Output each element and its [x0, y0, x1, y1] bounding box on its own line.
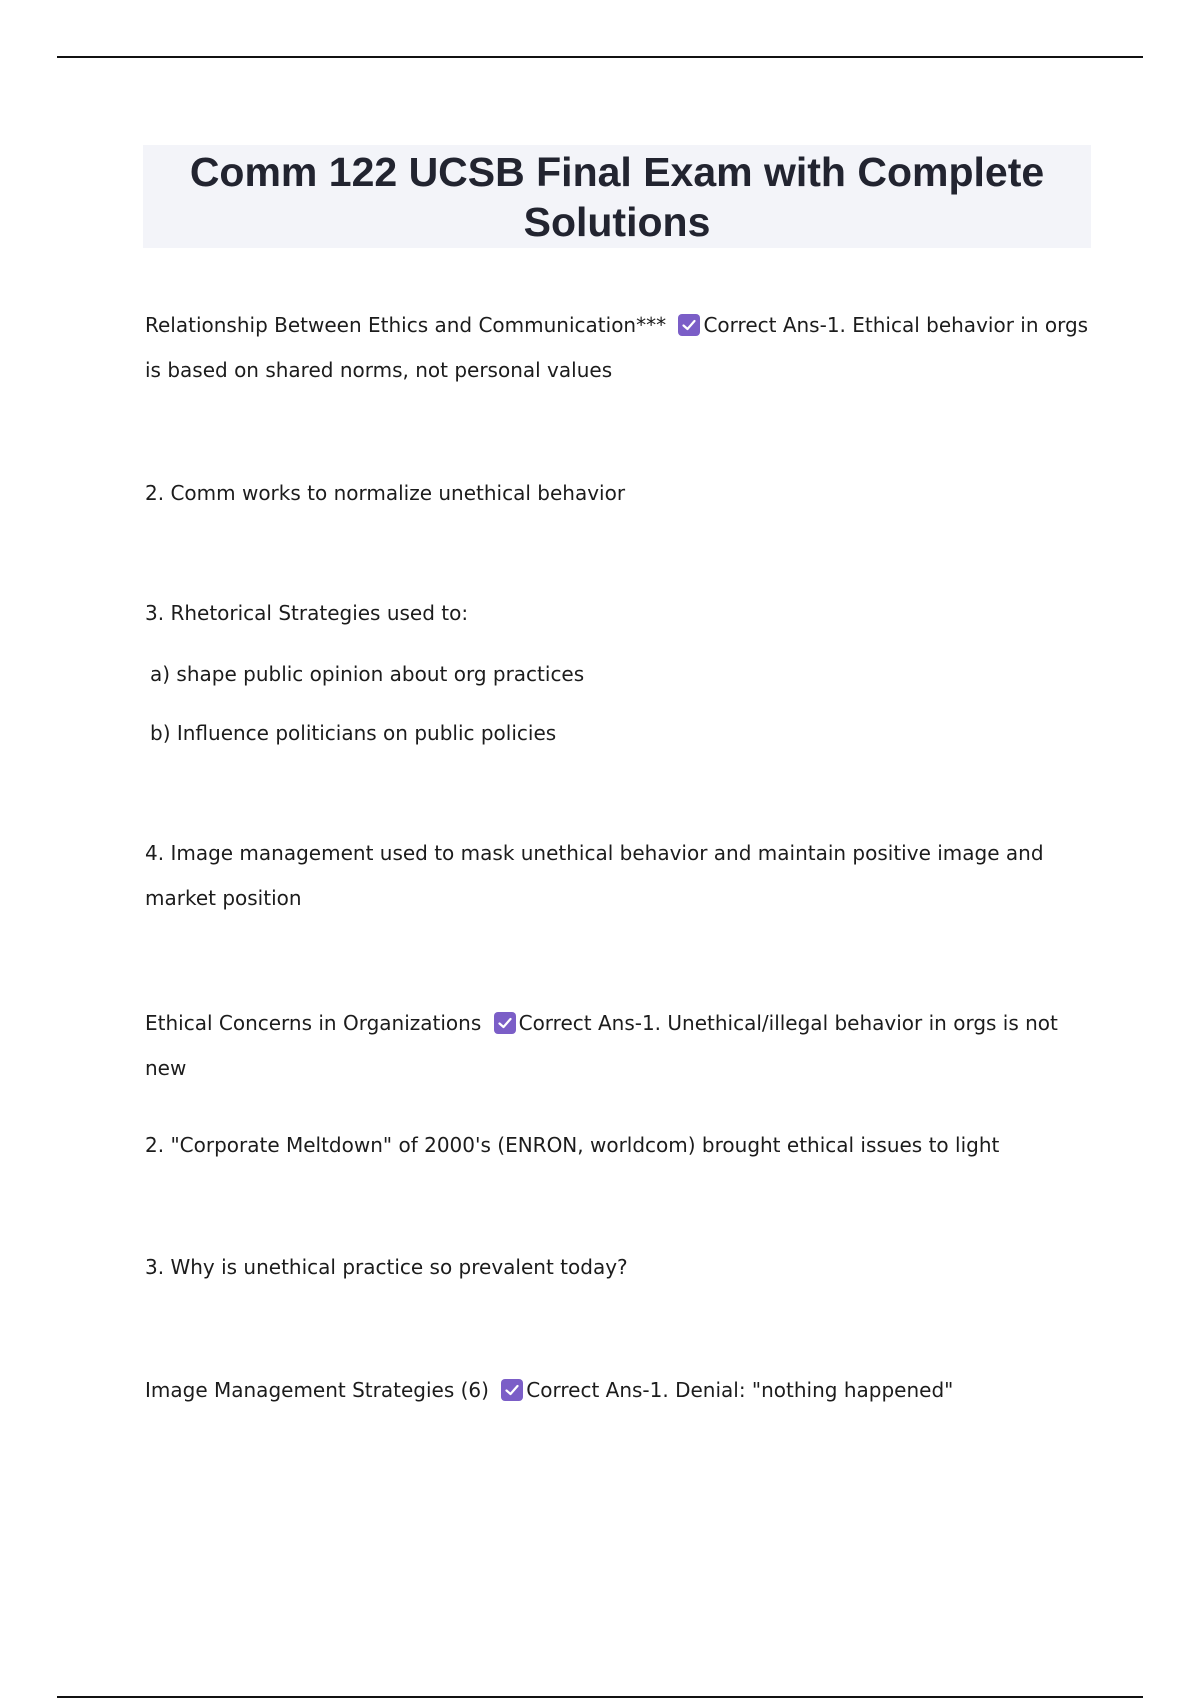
qa-entry	[145, 1001, 1095, 1091]
answer-text: Correct Ans-1. Unethical/illegal behavior in orgs is not new	[145, 1011, 1065, 1080]
check-box-icon	[678, 314, 700, 336]
check-box-icon	[494, 1012, 516, 1034]
answer-text: Correct Ans-1. Denial: "nothing happened"	[526, 1378, 954, 1402]
list-item: 3. Why is unethical practice so prevalent today?	[145, 1255, 628, 1279]
qa-entry	[145, 303, 1095, 393]
question-text: Image Management Strategies (6)	[145, 1378, 489, 1402]
list-item: 3. Rhetorical Strategies used to:	[145, 601, 469, 625]
question-text: Relationship Between Ethics and Communication***	[145, 313, 667, 337]
list-item: 2. "Corporate Meltdown" of 2000's (ENRON, worldcom) brought ethical issues to light	[145, 1133, 1000, 1157]
check-box-icon	[501, 1379, 523, 1401]
question-text: Ethical Concerns in Organizations	[145, 1011, 482, 1035]
document-title: Comm 122 UCSB Final Exam with Complete Solutions	[189, 148, 1045, 245]
top-rule	[57, 56, 1143, 58]
answer-text: Correct Ans-1. Ethical behavior in orgs is based on shared norms, not personal values	[145, 313, 1095, 382]
sub-list-item: a) shape public opinion about org practices	[150, 662, 585, 686]
list-item: 2. Comm works to normalize unethical behavior	[145, 481, 626, 505]
title-banner	[143, 145, 1091, 248]
bottom-rule	[57, 1696, 1143, 1698]
qa-entry	[145, 1368, 1095, 1413]
sub-list-item: b) Influence politicians on public policies	[150, 721, 557, 745]
list-item: 4. Image management used to mask unethical behavior and maintain positive image and market position	[145, 841, 1050, 910]
